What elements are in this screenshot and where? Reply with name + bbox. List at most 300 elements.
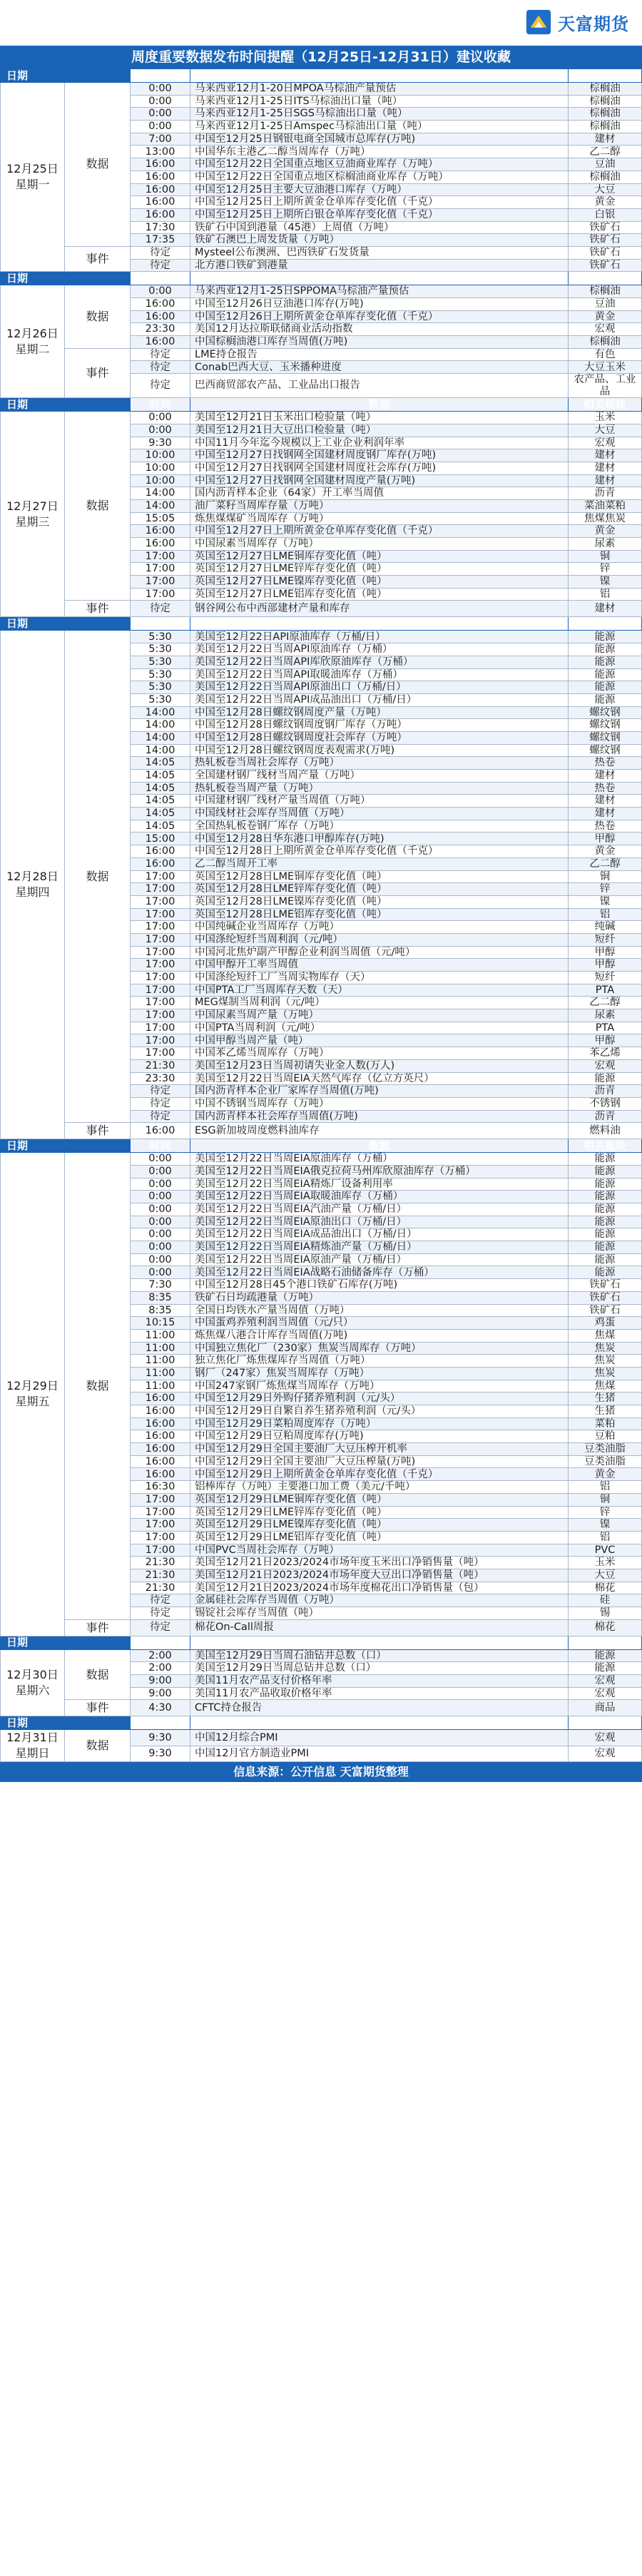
row-data: 中国至12月29日自繁自养生猪养殖利润（元/头） (190, 1405, 569, 1418)
day-cell (1, 412, 65, 617)
table-row (1, 1619, 642, 1636)
row-time: 21:30 (131, 1569, 190, 1582)
row-data: 铁矿石中国到港量（45港）上周值（万吨） (190, 221, 569, 234)
row-time: 待定 (131, 1085, 190, 1098)
row-time: 17:00 (131, 1047, 190, 1060)
day-date: 12月31日 (6, 1731, 58, 1745)
row-category: 焦炭 (569, 1367, 642, 1380)
row-category: 能源 (569, 668, 642, 681)
row-data: 中国至12月27日找钢网全国建材周度社会库存(万吨) (190, 462, 569, 474)
row-time: 15:00 (131, 833, 190, 845)
header-category: 相关板块 (569, 617, 642, 631)
row-category: 建材 (569, 449, 642, 462)
row-time: 待定 (131, 1110, 190, 1123)
day-weekday: 星期六 (15, 1684, 50, 1698)
row-time: 17:00 (131, 946, 190, 959)
row-time: 待定 (131, 1619, 190, 1636)
row-time: 21:30 (131, 1582, 190, 1594)
row-category: 纯碱 (569, 921, 642, 934)
row-category: 能源 (569, 643, 642, 656)
header-type-blank (65, 69, 131, 83)
row-data: 中国至12月29日上期所黄金仓单库存变化值（千克） (190, 1468, 569, 1481)
row-category: 甲醇 (569, 946, 642, 959)
row-time: 16:00 (131, 196, 190, 209)
row-category: 白银 (569, 208, 642, 221)
row-time: 8:35 (131, 1291, 190, 1304)
row-time: 17:00 (131, 1544, 190, 1557)
table-row (1, 1700, 642, 1716)
row-time: 17:00 (131, 563, 190, 576)
row-data: 中国至12月29日外购仔猪养殖利润（元/头） (190, 1393, 569, 1405)
row-data: 中国河北焦炉副产甲醇企业利润当周值（元/吨） (190, 946, 569, 959)
row-category: 乙二醇 (569, 997, 642, 1009)
row-data: 英国至12月29日LME镍库存变化值（吨） (190, 1519, 569, 1532)
brand-logo-icon (525, 9, 552, 36)
row-data: 中国尿素当周产量（万吨） (190, 1009, 569, 1022)
row-type: 数据 (65, 1649, 131, 1700)
row-time: 7:00 (131, 133, 190, 146)
row-category: 建材 (569, 133, 642, 146)
day-date: 12月28日 (6, 870, 58, 884)
row-category: 能源 (569, 1165, 642, 1178)
row-data: 美国至12月21日大豆出口检验量（吨） (190, 424, 569, 437)
row-time: 13:00 (131, 146, 190, 158)
row-category: 菜油菜粕 (569, 499, 642, 512)
row-category: 甲醇 (569, 833, 642, 845)
row-data: 美国至12月22日当周EIA精炼厂设备利用率 (190, 1178, 569, 1191)
header-data: 数据 (190, 398, 569, 412)
row-time: 0:00 (131, 108, 190, 121)
row-data: 铁矿石日均疏港量（万吨） (190, 1291, 569, 1304)
row-category: 短纤 (569, 933, 642, 946)
row-data: 美国12月达拉斯联储商业活动指数 (190, 323, 569, 336)
header-type-blank (65, 1716, 131, 1730)
row-time: 9:30 (131, 437, 190, 449)
row-category: 能源 (569, 681, 642, 694)
row-data: 马来西亚12月1-25日SPPOMA马棕油产量预估 (190, 285, 569, 298)
row-data: 铝棒库存（万吨）主要港口加工费（美元/千吨） (190, 1481, 569, 1494)
row-category: 苯乙烯 (569, 1047, 642, 1060)
row-data: 中国至12月28日华东港口甲醇库存(万吨) (190, 833, 569, 845)
row-time: 16:00 (131, 1405, 190, 1418)
header-time: 时间 (131, 617, 190, 631)
row-time: 14:05 (131, 757, 190, 770)
row-type: 事件 (65, 1123, 131, 1139)
row-time: 5:30 (131, 656, 190, 668)
row-time: 10:15 (131, 1317, 190, 1330)
row-data: CFTC持仓报告 (190, 1700, 569, 1716)
row-time: 0:00 (131, 424, 190, 437)
row-time: 5:30 (131, 668, 190, 681)
row-category: 能源 (569, 1178, 642, 1191)
row-data: 中国至12月25日上期所黄金仓单库存变化值（千克） (190, 196, 569, 209)
row-category: 能源 (569, 1241, 642, 1254)
row-time: 5:30 (131, 643, 190, 656)
table-row (1, 1649, 642, 1662)
row-time: 14:05 (131, 820, 190, 833)
row-category: 铁矿石 (569, 246, 642, 259)
row-category: 黄金 (569, 310, 642, 323)
row-data: 英国至12月28日LME镍库存变化值（吨） (190, 895, 569, 908)
header-date: 日期 (1, 272, 65, 285)
row-time: 17:00 (131, 1506, 190, 1519)
row-time: 17:00 (131, 908, 190, 921)
row-category: 生猪 (569, 1405, 642, 1418)
row-time: 0:00 (131, 1241, 190, 1254)
row-category: 尿素 (569, 538, 642, 551)
top-bar (0, 0, 642, 46)
row-category: 硅 (569, 1594, 642, 1607)
row-category: 豆粕 (569, 1430, 642, 1443)
row-category: 豆类油脂 (569, 1443, 642, 1456)
header-date: 日期 (1, 1139, 65, 1153)
row-data: 美国至12月21日玉米出口检验量（吨） (190, 412, 569, 424)
schedule-table (0, 68, 642, 1762)
header-time: 时间 (131, 1636, 190, 1649)
table-row (1, 285, 642, 298)
row-category: 生猪 (569, 1393, 642, 1405)
row-category: 宏观 (569, 437, 642, 449)
header-date: 日期 (1, 69, 65, 83)
row-time: 0:00 (131, 1253, 190, 1266)
row-type: 事件 (65, 601, 131, 617)
row-data: 中国蛋鸡养殖利润当周值（元/只） (190, 1317, 569, 1330)
row-time: 8:35 (131, 1304, 190, 1317)
row-data: 英国至12月27日LME锌库存变化值（吨） (190, 563, 569, 576)
row-data: 美国至12月29日当周石油钻井总数（口） (190, 1649, 569, 1662)
row-time: 11:00 (131, 1367, 190, 1380)
row-category: 铜 (569, 870, 642, 883)
row-data: 炼焦煤八港合计库存当周值(万吨) (190, 1329, 569, 1342)
row-time: 0:00 (131, 95, 190, 108)
header-type-blank (65, 617, 131, 631)
day-weekday: 星期三 (15, 514, 50, 529)
row-time: 9:30 (131, 1730, 190, 1746)
page-title: 周度重要数据发布时间提醒（12月25日-12月31日）建议收藏 (0, 46, 642, 68)
day-cell (1, 1730, 65, 1762)
row-data: 中国至12月22日全国重点地区棕榈油商业库存（万吨） (190, 170, 569, 183)
row-type: 数据 (65, 285, 131, 348)
row-data: 中国247家钢厂炼焦煤当周库存（万吨） (190, 1380, 569, 1393)
row-data: 英国至12月29日LME锌库存变化值（吨） (190, 1506, 569, 1519)
row-category: 能源 (569, 1072, 642, 1085)
row-time: 17:00 (131, 883, 190, 896)
row-category: 豆类油脂 (569, 1455, 642, 1468)
row-data: 美国至12月21日2023/2024市场年度棉花出口净销售量（包） (190, 1582, 569, 1594)
row-data: 独立焦化厂炼焦煤库存当周值（万吨） (190, 1355, 569, 1368)
row-category: 铁矿石 (569, 1304, 642, 1317)
header-time: 时间 (131, 272, 190, 285)
row-data: 美国至12月22日当周EIA取暖油库存（万桶） (190, 1191, 569, 1203)
row-time: 14:05 (131, 782, 190, 795)
row-data: 中国11月今年迄今规模以上工业企业利润年率 (190, 437, 569, 449)
row-data: 美国至12月21日2023/2024市场年度玉米出口净销售量（吨） (190, 1557, 569, 1569)
row-data: 中国至12月25日钢银电商全国城市总库存(万吨) (190, 133, 569, 146)
row-time: 9:00 (131, 1687, 190, 1700)
row-data: 金属硅社会库存当周值（万吨） (190, 1594, 569, 1607)
row-data: 巴西商贸部农产品、工业品出口报告 (190, 374, 569, 398)
row-time: 16:00 (131, 1417, 190, 1430)
row-time: 14:00 (131, 744, 190, 757)
header-category: 相关板块 (569, 1139, 642, 1153)
row-time: 0:00 (131, 1165, 190, 1178)
row-category: 宏观 (569, 1675, 642, 1688)
row-data: 国内沥青样本企业（64家）开工率当周值 (190, 487, 569, 500)
table-row (1, 83, 642, 96)
row-data: 中国至12月28日螺纹钢周度表观需求(万吨) (190, 744, 569, 757)
day-cell (1, 1649, 65, 1716)
row-data: 国内沥青样本企业厂家库存当周值(万吨) (190, 1085, 569, 1098)
row-category: 建材 (569, 795, 642, 808)
row-category: 螺纹钢 (569, 731, 642, 744)
row-data: 马来西亚12月1-25日SGS马棕油出口量（吨） (190, 108, 569, 121)
row-time: 17:00 (131, 576, 190, 589)
row-time: 16:00 (131, 1468, 190, 1481)
row-time: 0:00 (131, 1178, 190, 1191)
day-date: 12月25日 (6, 162, 58, 176)
row-time: 14:00 (131, 487, 190, 500)
row-time: 2:00 (131, 1649, 190, 1662)
row-data: ESG新加坡周度燃料油库存 (190, 1123, 569, 1139)
row-data: 美国11月农产品支付价格年率 (190, 1675, 569, 1688)
header-category: 相关板块 (569, 398, 642, 412)
row-category: 能源 (569, 1266, 642, 1279)
row-category: 豆油 (569, 298, 642, 311)
row-category: 铝 (569, 908, 642, 921)
row-time: 待定 (131, 259, 190, 272)
row-data: 中国至12月26日豆油港口库存(万吨) (190, 298, 569, 311)
row-time: 16:00 (131, 208, 190, 221)
row-data: 中国至12月28日螺纹钢周度产量（万吨） (190, 706, 569, 719)
brand-name: 天富期货 (558, 14, 629, 34)
row-time: 16:00 (131, 845, 190, 858)
row-data: 中国PVC当周社会库存（万吨） (190, 1544, 569, 1557)
row-time: 17:00 (131, 1531, 190, 1544)
row-time: 14:00 (131, 706, 190, 719)
row-time: 16:00 (131, 1430, 190, 1443)
row-data: 全国建材钢厂线材当周产量（万吨） (190, 770, 569, 783)
row-data: 美国至12月29日当周总钻井总数（口） (190, 1662, 569, 1675)
row-time: 16:00 (131, 1455, 190, 1468)
header-date: 日期 (1, 1716, 65, 1730)
header-data: 数据 (190, 1636, 569, 1649)
row-time: 0:00 (131, 121, 190, 133)
row-data: 美国至12月22日当周API原油库存（万桶） (190, 643, 569, 656)
row-time: 16:00 (131, 158, 190, 171)
row-type: 事件 (65, 1700, 131, 1716)
row-data: 油厂菜籽当周库存量（万吨） (190, 499, 569, 512)
row-time: 16:00 (131, 1393, 190, 1405)
row-time: 21:30 (131, 1059, 190, 1072)
row-category: 建材 (569, 462, 642, 474)
row-time: 17:00 (131, 550, 190, 563)
row-category: 大豆 (569, 1569, 642, 1582)
row-category: 焦煤焦炭 (569, 512, 642, 525)
row-time: 17:00 (131, 1022, 190, 1034)
row-type: 事件 (65, 246, 131, 271)
row-category: 有色 (569, 348, 642, 361)
day-header-row (1, 1139, 642, 1153)
row-data: 英国至12月28日LME铜库存变化值（吨） (190, 870, 569, 883)
row-category: 不锈钢 (569, 1097, 642, 1110)
row-data: 中国至12月25日上期所白银仓单库存变化值（千克） (190, 208, 569, 221)
row-time: 17:00 (131, 1034, 190, 1047)
row-data: 钢谷网公布中西部建材产量和库存 (190, 601, 569, 617)
row-data: 中国尿素当周库存（万吨） (190, 538, 569, 551)
row-category: 棕榈油 (569, 121, 642, 133)
row-time: 0:00 (131, 1191, 190, 1203)
row-time: 16:00 (131, 310, 190, 323)
row-data: 马来西亚12月1-20日MPOA马棕油产量预估 (190, 83, 569, 96)
row-time: 待定 (131, 1594, 190, 1607)
row-data: 美国至12月22日当周API原油出口（万桶/日） (190, 681, 569, 694)
row-category: 乙二醇 (569, 146, 642, 158)
table-row (1, 1123, 642, 1139)
row-time: 0:00 (131, 1216, 190, 1228)
row-category: 棕榈油 (569, 83, 642, 96)
row-data: 中国至12月22日全国重点地区豆油商业库存（万吨） (190, 158, 569, 171)
day-weekday: 星期四 (15, 885, 50, 900)
row-data: 中国至12月29日全国主要油厂大豆压榨开机率 (190, 1443, 569, 1456)
row-time: 21:30 (131, 1557, 190, 1569)
header-time: 时间 (131, 1716, 190, 1730)
row-time: 待定 (131, 246, 190, 259)
row-data: 中国线材社会库存当周值（万吨） (190, 808, 569, 820)
day-weekday: 星期一 (15, 178, 50, 192)
row-category: 能源 (569, 656, 642, 668)
row-time: 0:00 (131, 1203, 190, 1216)
row-category: 锌 (569, 883, 642, 896)
row-category: 宏观 (569, 1746, 642, 1762)
row-time: 14:05 (131, 795, 190, 808)
brand-logo (525, 9, 629, 36)
row-category: 锌 (569, 1506, 642, 1519)
row-time: 17:00 (131, 984, 190, 997)
header-date: 日期 (1, 1636, 65, 1649)
row-data: 北方港口铁矿到港量 (190, 259, 569, 272)
day-weekday: 星期五 (15, 1395, 50, 1409)
row-time: 17:00 (131, 895, 190, 908)
row-data: 美国至12月22日当周EIA天然气库存（亿立方英尺） (190, 1072, 569, 1085)
row-data: 中国至12月28日螺纹钢周度社会库存（万吨） (190, 731, 569, 744)
row-time: 5:30 (131, 631, 190, 643)
row-data: 中国至12月25日主要大豆油港口库存（万吨） (190, 183, 569, 196)
row-type: 数据 (65, 631, 131, 1123)
row-time: 14:00 (131, 719, 190, 732)
row-category: 能源 (569, 1203, 642, 1216)
day-date: 12月26日 (6, 326, 58, 340)
header-date: 日期 (1, 617, 65, 631)
header-time: 时间 (131, 1139, 190, 1153)
row-data: 英国至12月27日LME铝库存变化值（吨） (190, 588, 569, 601)
row-category: 农产品、工业品 (569, 374, 642, 398)
row-time: 11:00 (131, 1380, 190, 1393)
row-category: 宏观 (569, 1687, 642, 1700)
row-data: MEG煤制当周利润（元/吨） (190, 997, 569, 1009)
row-data: 国内沥青样本社会库存当周值(万吨) (190, 1110, 569, 1123)
row-data: 中国涤纶短纤工厂当周实物库存（天） (190, 972, 569, 984)
table-row (1, 412, 642, 424)
row-data: 美国至12月23日当周初请失业金人数(万人) (190, 1059, 569, 1072)
row-time: 14:00 (131, 499, 190, 512)
row-data: 中国12月综合PMI (190, 1730, 569, 1746)
header-category: 相关板块 (569, 69, 642, 83)
row-time: 16:00 (131, 857, 190, 870)
row-data: 中国至12月28日螺纹钢周度钢厂库存（万吨） (190, 719, 569, 732)
row-data: 美国至12月22日当周API库欣原油库存（万桶） (190, 656, 569, 668)
row-time: 17:00 (131, 1009, 190, 1022)
row-time: 待定 (131, 601, 190, 617)
row-category: 建材 (569, 601, 642, 617)
row-time: 0:00 (131, 1153, 190, 1166)
row-category: 镍 (569, 895, 642, 908)
header-time: 时间 (131, 69, 190, 83)
row-category: 黄金 (569, 525, 642, 538)
row-type: 事件 (65, 1619, 131, 1636)
row-time: 7:30 (131, 1279, 190, 1292)
table-row (1, 1153, 642, 1166)
row-category: 焦炭 (569, 1342, 642, 1355)
day-cell (1, 1153, 65, 1636)
row-category: 螺纹钢 (569, 744, 642, 757)
row-type: 事件 (65, 348, 131, 397)
header-date: 日期 (1, 398, 65, 412)
day-cell (1, 631, 65, 1139)
row-time: 5:30 (131, 693, 190, 706)
row-data: Mysteel公布澳洲、巴西铁矿石发货量 (190, 246, 569, 259)
row-category: 宏观 (569, 323, 642, 336)
row-time: 17:00 (131, 959, 190, 972)
row-category: 锡 (569, 1607, 642, 1620)
row-data: 中国涤纶短纤当周利润（元/吨） (190, 933, 569, 946)
row-category: 棕榈油 (569, 170, 642, 183)
row-time: 15:05 (131, 512, 190, 525)
header-type-blank (65, 1139, 131, 1153)
row-category: 铁矿石 (569, 1291, 642, 1304)
row-category: 大豆 (569, 424, 642, 437)
row-time: 9:30 (131, 1746, 190, 1762)
header-type-blank (65, 272, 131, 285)
day-header-row (1, 1716, 642, 1730)
row-category: 铁矿石 (569, 259, 642, 272)
table-row (1, 348, 642, 361)
row-category: 能源 (569, 1216, 642, 1228)
row-data: 中国不锈钢当周库存（万吨） (190, 1097, 569, 1110)
row-time: 16:00 (131, 336, 190, 349)
row-category: 铝 (569, 588, 642, 601)
row-data: 美国至12月22日当周EIA成品油出口（万桶/日） (190, 1228, 569, 1241)
row-data: 美国至12月22日当周EIA战略石油储备库存（万桶） (190, 1266, 569, 1279)
row-time: 11:00 (131, 1329, 190, 1342)
day-header-row (1, 69, 642, 83)
row-time: 待定 (131, 348, 190, 361)
row-time: 11:00 (131, 1342, 190, 1355)
row-data: 中国12月官方制造业PMI (190, 1746, 569, 1762)
row-category: 棉花 (569, 1619, 642, 1636)
day-header-row (1, 617, 642, 631)
day-cell (1, 83, 65, 272)
row-data: 美国至12月22日当周EIA原油出口（万桶/日） (190, 1216, 569, 1228)
row-category: 棉花 (569, 1582, 642, 1594)
row-data: 美国至12月22日当周EIA原油产量（万桶/日） (190, 1253, 569, 1266)
row-data: 英国至12月27日LME铜库存变化值（吨） (190, 550, 569, 563)
row-time: 2:00 (131, 1662, 190, 1675)
row-category: 铁矿石 (569, 221, 642, 234)
row-time: 14:05 (131, 770, 190, 783)
row-category: 黄金 (569, 196, 642, 209)
row-category: 热卷 (569, 757, 642, 770)
row-type: 数据 (65, 1153, 131, 1619)
